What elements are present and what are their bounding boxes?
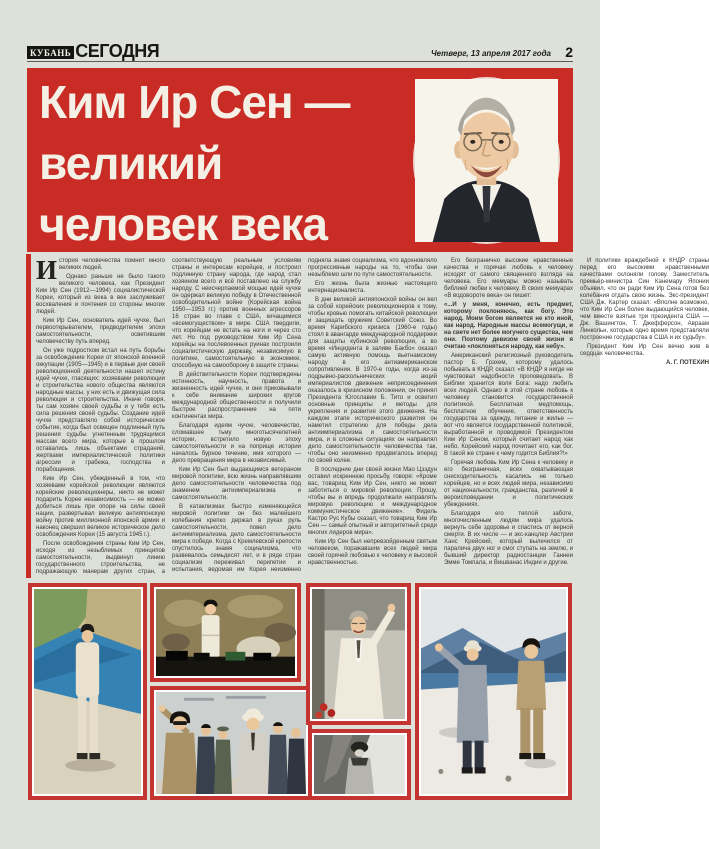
article-paragraph: В катаклизмах быстро изменяющейся мировой политики он без малейшего колебания крепко держал в руках руль самостоятельности, повел дело антиимпериализма, дело самостоятельности мира к победе. Когда с Кремлевской крепости спустилось знамя социализма, что развевалось семьдесят лет, и в ряде стран социализм переживал перипетии и испытания, ведомая им Корея неизменно подняла знамя социализма, что вдохновляло прогрессивные народы на то, чтобы они незыблемо шли по пути самостоятельности.	[172, 258, 437, 573]
article-paragraph: После освобождения страны Ким Ир Сен, исходя из незыблемых принципов самостоятельности, выдвинул линию государственного строительства, не подражающую манерам других стран, а соответствующую реальным условиям страны и интересам корейцев, и построил подлинную страну народа, где народ стал хозяином всего и всё поставлено на службу народу. С неисчерпаемой мощью идей чучхе он одержал великую победу в Отечественной освободительной войне (Корейская война 1950—1953 гг.) против военных агрессоров 16 стран во главе с США, кичащимися «всемогуществом» в мире. США твердили, что корейцам не встать на ноги и через сто лет. Но под руководством Ким Ир Сена корейцы на послевоенных руинах построили социалистическую державу, независимую в политике, самостоятельную в экономике, способную на самооборону в защите страны.	[36, 258, 301, 575]
article-paragraph: Ким Ир Сен был непревзойденным святым человеком, поражавшим всех людей мира своей горячей любовью к человеку и высокой нравственностью.	[308, 539, 437, 566]
photo-group-drawing	[156, 692, 306, 794]
article-paragraph: Ким Ир Сен, основатель идей чучхе, был первооткрывателем, предводителем эпохи самостоятельности, осветившим человечеству путь вперед.	[36, 318, 165, 345]
photo-lake-drawing	[34, 589, 141, 794]
photo-map	[150, 583, 301, 682]
article-paragraph: Благодаря идеям чучхе, человечество, сломавшее тьму многотысячелетней истории, встретило новую эпоху самостоятельности и на поприще истории началось бурное течение, имя которого — дело превращения мира в независимый.	[172, 423, 301, 464]
photo-wave-drawing	[312, 589, 405, 719]
article-paragraph: Президент Ким Ир Сен вечно жив в сердцах человечества.	[580, 344, 709, 357]
issue-date: Четверг, 13 апреля 2017 года	[431, 49, 551, 58]
logo-segodnya-label: СЕГОДНЯ	[75, 41, 160, 61]
photo-winter-drawing	[314, 735, 405, 794]
photo-map-drawing	[156, 589, 295, 676]
article-paragraph: Однако раньше не было такого великого человека, как Президент Ким Ир Сен (1912—1994) социалистической Кореи, который из века в век заслуживает восхваления и почтения со стороны многих людей.	[36, 274, 165, 315]
article-paragraph: Его жизнь была жизнью настоящего интернационалиста.	[308, 281, 437, 294]
article-headline	[39, 72, 429, 255]
article-paragraph: Американский религиозный руководитель пастор Б. Грэхем, которому удалось побывать в КНДР, сказал: «В КНДР я нигде не чувствовал надобности проповедовать. В Библии хранится воля Бога: надо любить всех людей. Однако в этой стране любовь к человеку становится государственной политикой. Бесплатная медпомощь, бесплатное обучение, ответственность государства за одежду, питание и жилье — вот что является государственной политикой, выработанной и проводимой Президентом Ким Ир Сеном, который считает народ как небо. Корейский народ почитает его, как бог. В такой же стране к чему годится Библия?!»	[444, 353, 573, 457]
kim-il-sung-portrait	[413, 77, 560, 244]
article-paragraph: «...И у меня, конечно, есть предмет, которому поклоняюсь, как богу. Это народ. Моим богом является не кто иной, как народ. Народные массы всемогущи, и на свете нет более могучего существа, чем они. Поэтому девизом своей жизни я считаю «поклоняться народу, как небу».	[444, 302, 573, 350]
photo-group	[150, 686, 312, 800]
article-paragraph: Ким Ир Сен был выдающимся ветераном мировой политики, всю жизнь направлявшим дело самостоятельности человечества под знаменем антиимпериализма и самостоятельности.	[172, 467, 301, 501]
headline-banner	[27, 68, 573, 252]
article-paragraph: Горячая любовь Ким Ир Сена к человеку и его безграничная, всех охватывающая снисходительность касались не только корейцев, но и всех людей мира, независимо от национальности, гражданства, различий в вероисповедании и политических убеждениях.	[444, 460, 573, 508]
photo-wave	[306, 583, 411, 725]
drop-cap: И	[36, 255, 58, 285]
article-paragraph: И политики враждебной к КНДР страны перед его высокими нравственными качествами склоняли голову. Заместитель премьер-министра Син Канемару Японии объявил, что он ради Ким Ир Сена готов без колебания отдать свою жизнь. Экс-президент США Дж. Картер сказал: «Вполне возможно, что Ким Ир Сен более выдающийся человек, чем вместе взятые три президента США — Дж. Вашингтон, Т. Джефферсон, Авраам Линкольн, которые одно время представляли построение государства в США и их судьбу».	[580, 258, 709, 341]
headline-line-2: великий	[39, 137, 223, 189]
portrait-drawing	[415, 79, 558, 242]
article-paragraph: Он уже подростком встал на путь борьбы за освобождение Кореи от японской военной оккупации (1905—1945) и в первые дни своей революционной деятельности нашел истину идей чучхе, гласящих: хозяевами революции и строительства нового общества являются народные массы, у них есть и движущая сила революции и строительства. Иначе говоря, ты сам хозяин своей судьбы и у тебя есть сила решения своей судьбы. Создание идей чучхе представляло собой историческое событие, когда был освещен подлинный путь решения судьбы угнетенным трудящимся массам всего мира, которые в прошлом оставались лишь объектами страданий, жертвами империалистической политики агрессии и грабежа, господства и порабощения.	[36, 348, 165, 473]
author-byline: А. Г. ПОТЕХИН	[666, 360, 709, 366]
article-paragraph: В действительности Кореи подтверждены истинность, научность, правота и жизненность идей чучхе, и они приковывали к себе внимание широких кругов международной общественности и получили быстрое распространение на пяти континентах мира.	[172, 372, 301, 420]
headline-line-1: Ким Ир Сен —	[39, 76, 350, 128]
logo-kuban-label: КУБАНЬ	[27, 46, 74, 59]
page-number: 2	[565, 44, 573, 60]
newspaper-logo	[27, 41, 160, 61]
article-paragraph: Ким Ир Сен, убежденный в том, что хозяевами корейской революции являются корейские революционеры, никто не может подарить Корее независимость — ее можно добиться лишь при опоре на силы своей нации, развертывал великую антияпонскую войну против миллионной японской армии и наконец свершил великое историческое дело освобождения Кореи (15 августа 1945 г.).	[36, 476, 165, 538]
article-paragraph: Благодаря его теплой заботе, многочисленным людям мира удалось вернуть себе здоровье и спастись от верной смерти. В их числе — и экс-канцлер Австрии Ханс Крейский, который вылечился от паралича двух ног и смог ступать на землю, и бывший директор радиостанции Ганнеи Эмме Томпала, и Вишванас Индии и другие.	[444, 511, 573, 566]
article-paragraph: В дни великой антияпонской войны он вел за собой корейских революционеров к тому, чтобы кровью помогать китайской революции и защищать оружием Советский Союз. Во время Карибского кризиса (1960-е годы) стоял в авангарде международной поддержки для защиты кубинской революции, а во время «Инцидента в заливе Бакбо» оказал самую активную помощь вьетнамскому народу в его антиамериканском сопротивлении. В 1970-е годы, когда из-за подрывно-раскольнических акций империалистов движение неприсоединения оказалось в кризисном положении, он принял Президента Югославии Б. Тито и осветил основные принципы и методы для укрепления и развития этого движения. На каждом этапе исторического развития он наметил стратегию для победы дела антиимпериализма и самостоятельности мира, и в сложных ситуациях он направлял дело самостоятельности человечества так, чтобы оно неизменно продвигалось вперед по своей колее.	[308, 297, 437, 464]
photo-lake	[28, 583, 147, 800]
article-body	[36, 255, 709, 579]
headline-line-3: человек века	[39, 198, 327, 250]
article-paragraph: История человечества помнит много великих людей.	[36, 255, 165, 285]
photo-mountain	[415, 583, 572, 800]
photo-winter	[308, 729, 411, 800]
photo-mountain-drawing	[421, 589, 566, 794]
left-red-rule	[26, 254, 31, 578]
page-header	[27, 40, 573, 62]
article-paragraph: Его безгранично высокие нравственные качества и горячая любовь к человеку исходят от самого священного взгляда на человека. Его мемуары можно называть библией любви к человеку. В своих мемуарах «В водовороте века» он пишет:	[444, 258, 573, 299]
article-paragraph: В последние дни своей жизни Мао Цзэдун оставил искреннюю просьбу, говоря: «Кроме вас, товарищ Ким Ир Сен, никто не может заботиться о мировой революции. Прошу, чтобы вы и впредь продолжали направлять мировую революцию и международное коммунистическое движение». Фидель Кастро Рус Кубы сказал, что товарищ Ким Ир Сен — самый опытный и авторитетный среди многих лидеров мира».	[308, 467, 437, 536]
